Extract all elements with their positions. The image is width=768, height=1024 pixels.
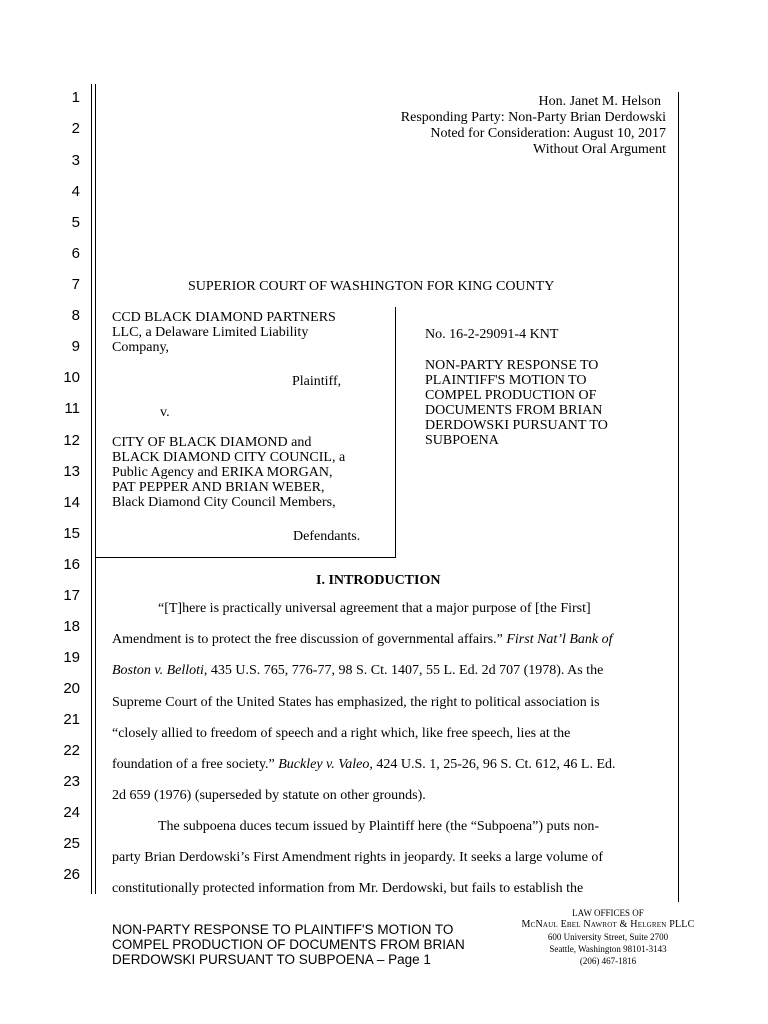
section-heading: I. INTRODUCTION [316, 573, 441, 588]
line-number: 12 [63, 432, 80, 449]
document-title-line: COMPEL PRODUCTION OF [425, 388, 597, 403]
line-number: 1 [71, 89, 80, 106]
document-title-line: NON-PARTY RESPONSE TO [425, 358, 599, 373]
defendant-role: Defendants. [293, 529, 361, 544]
document-title-line: DERDOWSKI PURSUANT TO [425, 418, 608, 433]
right-margin-line [678, 92, 679, 902]
line-number: 26 [63, 866, 80, 883]
firm-address-line-2: Seattle, Washington 98101-3143 [549, 944, 667, 954]
line-number: 14 [63, 494, 80, 511]
left-margin-double-line-1 [91, 84, 92, 894]
defendant-line: Public Agency and ERIKA MORGAN, [112, 465, 333, 480]
versus: v. [160, 405, 170, 420]
law-firm-name: McNaul Ebel Nawrot & Helgren PLLC [521, 919, 695, 930]
left-margin-double-line-2 [95, 84, 96, 894]
defendant-line: Black Diamond City Council Members, [112, 495, 336, 510]
body-line [112, 631, 613, 649]
document-title-line: SUBPOENA [425, 433, 499, 448]
case-citation: First Nat’l Bank of [506, 632, 613, 647]
footer-title-line: COMPEL PRODUCTION OF DOCUMENTS FROM BRIAN [112, 937, 465, 952]
line-number: 9 [71, 338, 80, 355]
body-text-span: Amendment is to protect the free discussion of governmental affairs.” [112, 632, 507, 647]
line-number: 22 [63, 742, 80, 759]
law-offices-label: LAW OFFICES OF [572, 908, 644, 918]
page-number: – Page 1 [373, 952, 431, 967]
caption-defendants [112, 435, 392, 510]
line-number: 11 [64, 400, 80, 417]
line-number: 13 [63, 463, 80, 480]
footer-document-title [112, 922, 492, 967]
line-number: 20 [63, 680, 80, 697]
line-number: 16 [63, 556, 80, 573]
document-title-line: DOCUMENTS FROM BRIAN [425, 403, 603, 418]
body-line [112, 756, 616, 774]
body-line: Supreme Court of the United States has emphasized, the right to political association is [112, 695, 600, 710]
law-firm-block [508, 907, 708, 967]
body-text-span: foundation of a free society.” [112, 757, 279, 772]
plaintiff-line: Company, [112, 340, 170, 355]
line-number: 15 [63, 525, 80, 542]
noted-for-consideration: Noted for Consideration: August 10, 2017 [430, 126, 666, 141]
line-number: 21 [63, 711, 80, 728]
line-number: 8 [71, 307, 80, 324]
firm-phone: (206) 467-1816 [579, 956, 637, 966]
defendant-line: BLACK DIAMOND CITY COUNCIL, a [112, 450, 346, 465]
body-line: constitutionally protected information from Mr. Derdowski, but fails to establish the [112, 881, 584, 896]
case-number: No. 16-2-29091-4 KNT [425, 327, 559, 342]
caption-horizontal-rule [96, 557, 396, 558]
defendant-line: PAT PEPPER AND BRIAN WEBER, [112, 480, 325, 495]
line-number: 10 [63, 369, 80, 386]
body-line: 2d 659 (1976) (superseded by statute on other grounds). [112, 788, 426, 803]
footer-title-text: DERDOWSKI PURSUANT TO SUBPOENA [112, 952, 374, 967]
responding-party: Responding Party: Non-Party Brian Derdowski [400, 110, 666, 125]
line-number: 24 [63, 804, 80, 821]
document-title-line: PLAINTIFF'S MOTION TO [425, 373, 587, 388]
line-number: 3 [71, 152, 80, 169]
plaintiff-line: CCD BLACK DIAMOND PARTNERS [112, 310, 336, 325]
court-name: SUPERIOR COURT OF WASHINGTON FOR KING COUNTY [188, 279, 555, 294]
caption-plaintiff [112, 310, 382, 355]
body-line: The subpoena duces tecum issued by Plaintiff here (the “Subpoena”) puts non- [158, 819, 600, 834]
line-number: 25 [63, 835, 80, 852]
case-citation: Buckley v. Valeo [278, 757, 370, 772]
footer-title-line: NON-PARTY RESPONSE TO PLAINTIFF'S MOTION TO [112, 922, 454, 937]
line-number: 23 [63, 773, 80, 790]
line-number: 2 [71, 120, 80, 137]
body-line: “[T]here is practically universal agreement that a major purpose of [the First] [158, 601, 591, 616]
line-number: 18 [63, 618, 80, 635]
document-title [425, 358, 665, 448]
body-text-span: , 435 U.S. 765, 776-77, 98 S. Ct. 1407, 55 L. Ed. 2d 707 (1978). As the [203, 663, 604, 678]
oral-argument: Without Oral Argument [533, 142, 666, 157]
line-number: 4 [71, 183, 80, 200]
body-text-span: , 424 U.S. 1, 25-26, 96 S. Ct. 612, 46 L. Ed. [369, 757, 616, 772]
plaintiff-role: Plaintiff, [292, 374, 342, 389]
judge-name: Hon. Janet M. Helson [538, 94, 661, 109]
body-line: “closely allied to freedom of speech and a right which, like free speech, lies at the [112, 726, 571, 741]
body-line [112, 662, 603, 680]
body-line: party Brian Derdowski’s First Amendment rights in jeopardy. It seeks a large volume of [112, 850, 604, 865]
line-number: 5 [71, 214, 80, 231]
plaintiff-line: LLC, a Delaware Limited Liability [112, 325, 309, 340]
footer-title-line [112, 952, 492, 967]
line-number: 19 [63, 649, 80, 666]
firm-address-line-1: 600 University Street, Suite 2700 [547, 932, 669, 942]
case-citation: Boston v. Belloti [112, 663, 204, 678]
line-number: 6 [71, 245, 80, 262]
caption-vertical-divider [395, 307, 396, 557]
line-number: 7 [71, 276, 80, 293]
line-number: 17 [63, 587, 80, 604]
defendant-line: CITY OF BLACK DIAMOND and [112, 435, 312, 450]
